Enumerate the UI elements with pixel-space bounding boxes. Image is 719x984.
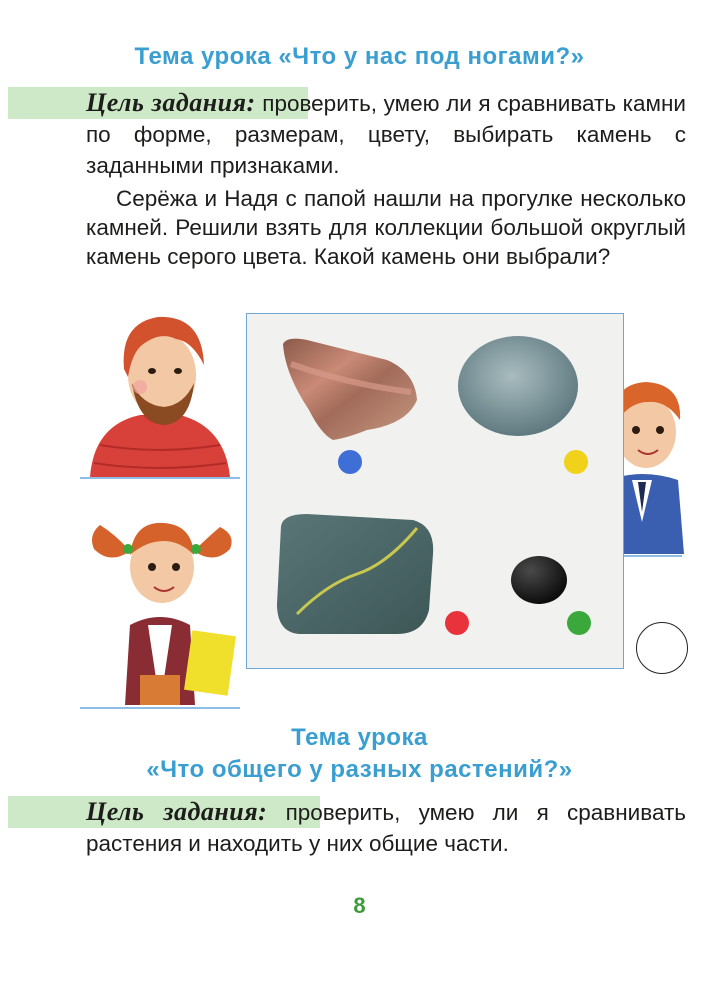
stone-black	[511, 556, 567, 604]
lesson1-topic-title: Тема урока «Что у нас под ногами?»	[134, 43, 585, 70]
red-choice-dot[interactable]	[445, 611, 469, 635]
goal-lead: Цель задания:	[86, 88, 256, 117]
lesson1-goal	[86, 87, 686, 181]
green-choice-dot[interactable]	[567, 611, 591, 635]
stones-svg	[247, 314, 622, 667]
goal-text: проверить, умею ли я сравнивать камни по форме, размерам, цвету, выбирать камень с заданными признаками.	[86, 91, 686, 178]
goal-text: проверить, умею ли я сравнивать растения и находить у них общие части.	[86, 800, 686, 856]
lesson2-goal	[86, 796, 686, 859]
girl-illustration	[80, 505, 240, 710]
dad-illustration	[80, 305, 235, 480]
lesson2-topic-title-line2: «Что общего у разных растений?»	[146, 756, 573, 783]
yellow-choice-dot[interactable]	[564, 450, 588, 474]
page-number: 8	[353, 893, 366, 918]
stone-gray-round	[458, 336, 578, 436]
stones-photo	[246, 313, 624, 669]
divider-line	[80, 477, 240, 479]
blue-choice-dot[interactable]	[338, 450, 362, 474]
lesson2-topic-title-line1: Тема урока	[291, 724, 428, 751]
goal-lead: Цель задания:	[86, 797, 268, 826]
answer-circle[interactable]	[636, 622, 688, 674]
task-story: Серёжа и Надя с папой нашли на прогулке несколько камней. Решили взять для коллекции большой округлый камень серого цвета. Какой камень они выбрали?	[86, 186, 686, 269]
divider-line	[80, 707, 240, 709]
